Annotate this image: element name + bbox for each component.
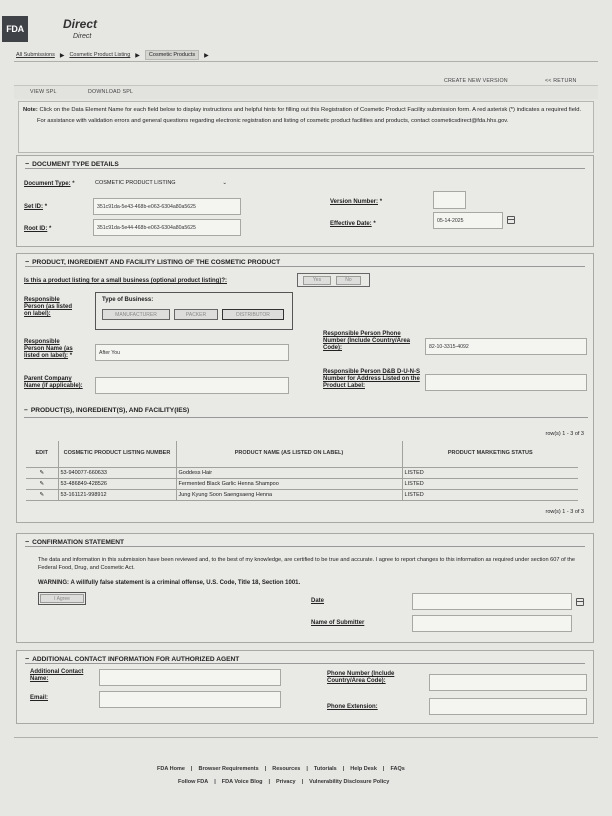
email-field[interactable] <box>99 691 281 708</box>
header-divider <box>14 61 598 62</box>
create-new-version-link[interactable]: CREATE NEW VERSION <box>444 78 508 84</box>
type-of-business-box <box>95 292 293 330</box>
false-statement-warning: WARNING: A willfully false statement is a criminal offense, U.S. Code, Title 18, Section 1001. <box>38 580 301 586</box>
breadcrumb <box>16 50 209 60</box>
set-id-field[interactable]: 351c91da-5e43-468b-e063-6304a80a5625 <box>93 198 241 215</box>
footer-link-tutorials[interactable]: Tutorials <box>313 766 337 772</box>
note-line-2: For assistance with validation errors and general questions regarding electronic registration and listing of cosmetic product facilities and products, contact cosmeticsdirect@fda.hhs.gov. <box>37 118 509 124</box>
note-line-1: Click on the Data Element Name for each field below to display instructions and helpful hints for filling out this Registration of Cosmetic Product Facility submission form. A red asterisk (*) indicates a required field. <box>39 107 582 113</box>
document-type-select[interactable]: COSMETIC PRODUCT LISTING ⌄ <box>95 180 227 186</box>
column-header-marketing-status: PRODUCT MARKETING STATUS <box>402 441 578 467</box>
collapse-icon[interactable]: − <box>25 259 30 266</box>
marketing-status-cell: LISTED <box>402 489 578 500</box>
footer-separator: | <box>190 766 193 772</box>
business-distributor-checkbox[interactable]: DISTRIBUTOR <box>222 309 284 320</box>
download-spl-link[interactable]: DOWNLOAD SPL <box>88 89 134 95</box>
footer-divider <box>14 737 598 738</box>
confirmation-statement: The data and information in this submission have been reviewed and, to the best of my knowledge, are certified to be true and accurate. I agree to report changes to this information as required under section 607 of the Federal Food, Drug, and Cosmetic Act. <box>38 557 576 571</box>
root-id-field[interactable]: 351c91da-5e44-468b-e063-6304a80a5625 <box>93 219 241 236</box>
effective-date-field[interactable]: 05-14-2025 <box>433 212 503 229</box>
products-table <box>26 441 578 501</box>
business-manufacturer-checkbox[interactable]: MANUFACTURER <box>102 309 170 320</box>
product-name-cell: Fermented Black Garlic Henna Shampoo <box>176 478 402 489</box>
footer-link-faqs[interactable]: FAQs <box>390 766 405 772</box>
footer-link-resources[interactable]: Resources <box>272 766 301 772</box>
footer-link-vulnerability-disclosure[interactable]: Vulnerability Disclosure Policy <box>309 779 390 785</box>
collapse-icon[interactable]: − <box>25 539 30 546</box>
responsible-person-phone-field[interactable]: 82-10-3315-4092 <box>425 338 587 355</box>
footer-link-follow-fda[interactable]: Follow FDA <box>178 779 209 785</box>
rows-info-bottom: row(s) 1 - 3 of 3 <box>545 509 584 515</box>
calendar-icon[interactable] <box>507 216 515 224</box>
small-business-yes-radio[interactable]: Yes <box>303 276 331 285</box>
email-label[interactable]: Email: <box>30 695 49 701</box>
duns-number-field[interactable] <box>425 374 587 391</box>
breadcrumb-listing[interactable]: Cosmetic Product Listing <box>69 52 131 58</box>
footer-separator: | <box>214 779 216 785</box>
footer-links-row-1 <box>157 766 405 772</box>
calendar-icon[interactable] <box>576 598 584 606</box>
section-header: − CONFIRMATION STATEMENT <box>25 539 585 547</box>
small-business-label[interactable]: Is this a product listing for a small business (optional product listing)?: <box>24 278 228 284</box>
note-label: Note: <box>23 107 38 113</box>
section-header: − DOCUMENT TYPE DETAILS <box>25 161 585 169</box>
listing-number-cell: 53-486849-428526 <box>58 478 176 489</box>
parent-company-field[interactable] <box>95 377 289 394</box>
rows-info-top: row(s) 1 - 3 of 3 <box>545 431 584 437</box>
date-field[interactable] <box>412 593 572 610</box>
footer-link-fda-voice-blog[interactable]: FDA Voice Blog <box>221 779 263 785</box>
responsible-person-label[interactable]: Responsible Person (as listed on label): <box>24 297 73 317</box>
additional-contact-name-label[interactable]: Additional Contact Name: <box>30 669 84 682</box>
section-header: − PRODUCT, INGREDIENT AND FACILITY LISTING OF THE COSMETIC PRODUCT <box>25 259 585 267</box>
i-agree-checkbox[interactable]: I Agree <box>40 594 84 603</box>
footer-link-privacy[interactable]: Privacy <box>275 779 296 785</box>
collapse-icon[interactable]: − <box>25 656 30 663</box>
marketing-status-cell: LISTED <box>402 478 578 489</box>
section-header: − ADDITIONAL CONTACT INFORMATION FOR AUTHORIZED AGENT <box>25 656 585 664</box>
effective-date-label[interactable]: Effective Date: * <box>330 221 376 227</box>
responsible-person-phone-label[interactable]: Responsible Person Phone Number (Include Country/Area Code): <box>323 331 411 351</box>
additional-contact-name-field[interactable] <box>99 669 281 686</box>
footer-separator: | <box>268 779 270 785</box>
edit-icon[interactable]: ✎ <box>26 489 58 500</box>
footer-separator: | <box>342 766 345 772</box>
app-subtitle: Direct <box>73 33 92 40</box>
document-type-label[interactable]: Document Type: * <box>24 181 75 187</box>
agree-checkbox-wrapper <box>38 592 86 605</box>
set-id-label[interactable]: Set ID: * <box>24 204 48 210</box>
table-row <box>26 478 578 489</box>
document-type-section <box>16 155 594 247</box>
footer-link-help-desk[interactable]: Help Desk <box>350 766 377 772</box>
column-header-edit: EDIT <box>26 441 58 467</box>
version-number-label[interactable]: Version Number: * <box>330 199 383 205</box>
footer-link-browser-requirements[interactable]: Browser Requirements <box>198 766 259 772</box>
view-spl-link[interactable]: VIEW SPL <box>30 89 57 95</box>
authorized-agent-section <box>16 650 594 724</box>
responsible-person-name-label[interactable]: Responsible Person Name (as listed on label): * <box>24 339 73 359</box>
products-subsection-header: − PRODUCT(S), INGREDIENT(S), AND FACILITY(IES) <box>24 407 588 418</box>
collapse-icon[interactable]: − <box>24 407 28 414</box>
collapse-icon[interactable]: − <box>25 161 30 168</box>
product-listing-section <box>16 253 594 523</box>
chevron-right-icon: ▶ <box>204 52 209 59</box>
chevron-down-icon: ⌄ <box>222 180 227 186</box>
type-of-business-label: Type of Business: <box>102 297 154 303</box>
agent-phone-label[interactable]: Phone Number (Include Country/Area Code): <box>327 671 395 684</box>
name-of-submitter-label[interactable]: Name of Submitter <box>311 620 365 626</box>
phone-extension-field[interactable] <box>429 698 587 715</box>
breadcrumb-current: Cosmetic Products <box>145 50 199 60</box>
listing-number-cell: 53-940077-660633 <box>58 467 176 478</box>
breadcrumb-all-submissions[interactable]: All Submissions <box>16 52 55 58</box>
business-packer-checkbox[interactable]: PACKER <box>174 309 218 320</box>
agent-phone-field[interactable] <box>429 674 587 691</box>
edit-icon[interactable]: ✎ <box>26 467 58 478</box>
small-business-no-radio[interactable]: No <box>336 276 361 285</box>
table-row <box>26 489 578 500</box>
footer-separator: | <box>301 779 304 785</box>
version-number-field[interactable] <box>433 191 466 209</box>
footer-links-row-2 <box>178 779 389 785</box>
duns-number-label[interactable]: Responsible Person D&B D-U-N-S Number for Address Listed on the Product Label: <box>323 369 421 389</box>
app-title: Direct <box>63 17 98 31</box>
confirmation-section <box>16 533 594 643</box>
column-header-listing-number: COSMETIC PRODUCT LISTING NUMBER <box>58 441 176 467</box>
footer-link-fda-home[interactable]: FDA Home <box>157 766 185 772</box>
products-subsection <box>24 407 588 519</box>
column-header-product-name: PRODUCT NAME (AS LISTED ON LABEL) <box>176 441 402 467</box>
footer-separator: | <box>382 766 385 772</box>
product-name-cell: Goddess Hair <box>176 467 402 478</box>
root-id-label[interactable]: Root ID: * <box>24 226 52 232</box>
return-link[interactable]: << RETURN <box>545 78 577 84</box>
marketing-status-cell: LISTED <box>402 467 578 478</box>
instructions-note <box>18 101 594 153</box>
table-row <box>26 467 578 478</box>
footer-separator: | <box>264 766 267 772</box>
product-name-cell: Jung Kyung Soon Saengsaeng Henna <box>176 489 402 500</box>
chevron-right-icon: ▶ <box>135 52 140 59</box>
date-label[interactable]: Date <box>311 598 325 604</box>
footer-separator: | <box>306 766 308 772</box>
fda-logo: FDA <box>2 16 28 42</box>
chevron-right-icon: ▶ <box>59 52 65 59</box>
listing-number-cell: 53-161121-998912 <box>58 489 176 500</box>
name-of-submitter-field[interactable] <box>412 615 572 632</box>
responsible-person-name-field[interactable]: After You <box>95 344 289 361</box>
parent-company-label[interactable]: Parent Company Name (if applicable): <box>24 376 83 389</box>
edit-icon[interactable]: ✎ <box>26 478 58 489</box>
phone-extension-label[interactable]: Phone Extension: <box>327 704 378 710</box>
small-business-radio-group <box>297 273 370 287</box>
